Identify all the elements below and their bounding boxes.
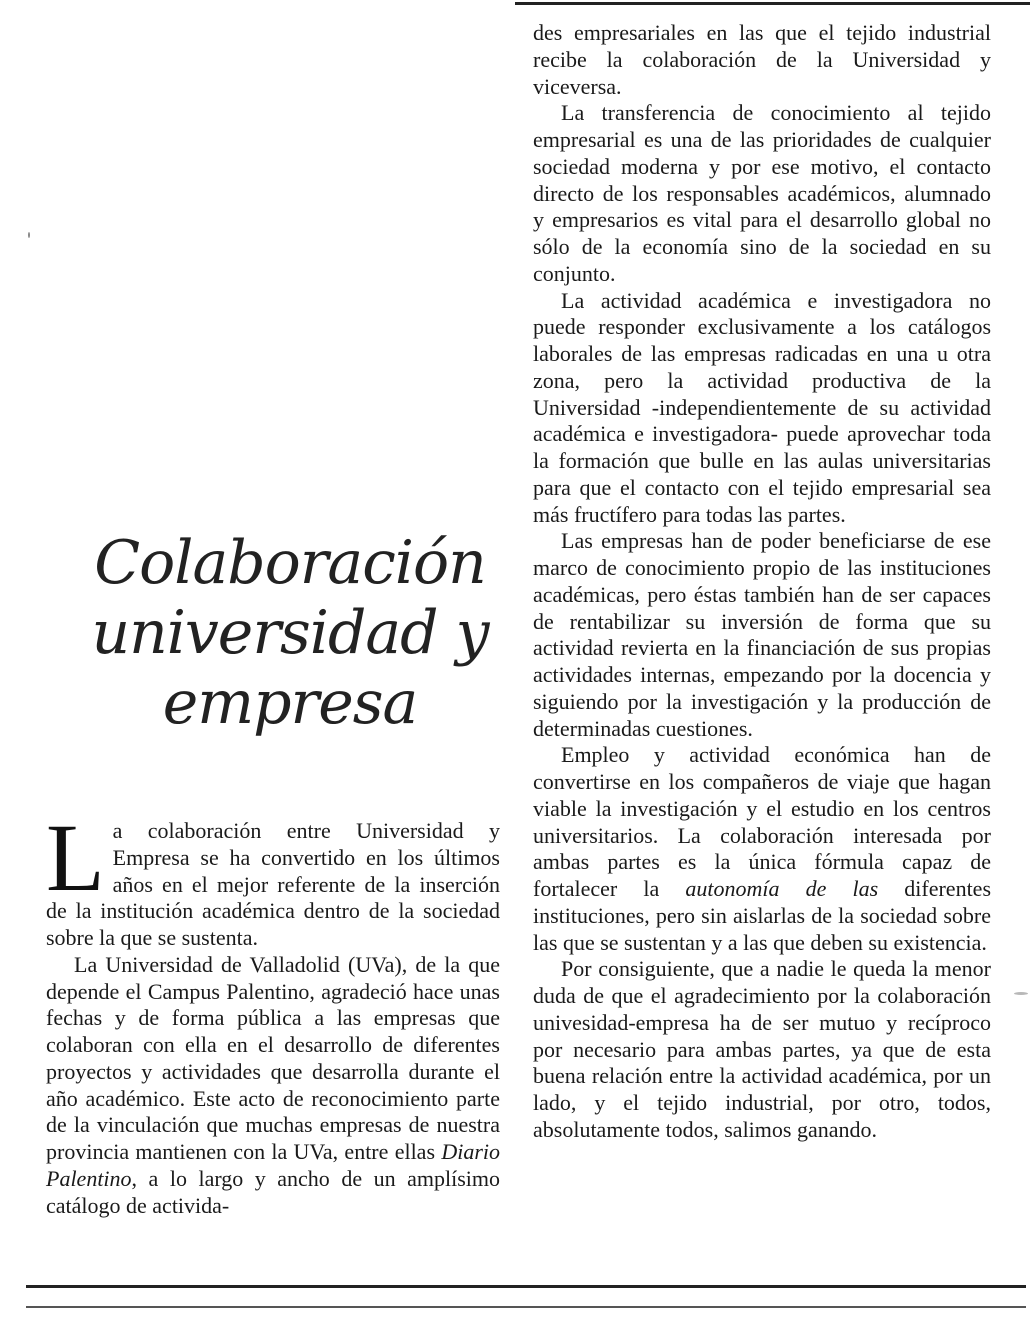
headline — [70, 528, 510, 738]
paragraph: des empresariales en las que el tejido industrial recibe la colaboración de la Universidad y viceversa. — [533, 20, 991, 99]
paragraph: Las empresas han de poder beneficiarse de ese marco de conocimiento propio de las instituciones académicas, pero éstas también han de ser capaces de rentabilizar su inversión de forma que su actividad revierta en la financiación de sus propias actividades internas, empezando por la docencia y siguiendo por la investigación y la producción de determinadas cuestiones. — [533, 528, 991, 741]
top-rule — [515, 2, 1030, 5]
scan-speck — [28, 232, 30, 238]
paragraph — [46, 952, 500, 1220]
drop-cap: L — [46, 804, 105, 911]
paragraph-text: diferentes instituciones, pero sin aislarlas de la sociedad sobre las que se sustentan y a las que deben su existencia. — [533, 876, 992, 955]
left-column — [46, 804, 500, 1219]
paragraph — [533, 742, 991, 956]
newspaper-name: Diario Palentino — [46, 1139, 500, 1191]
right-column — [533, 20, 991, 1144]
paragraph-text: Empleo y actividad económica han de convertirse en los compañeros de viaje que hagan viable la investigación y el estudio en los centros universitarios. La colaboración interesada por ambas partes es la única fórmula capaz de fortalecer la — [533, 742, 991, 901]
paragraph — [46, 804, 500, 952]
paragraph: La actividad académica e investigadora no puede responder exclusivamente a los catálogos laborales de las empresas radicadas en una u otra zona, pero la actividad productiva de la Universidad -independientemente de su actividad académica e investigadora- puede aprovechar toda la formación que bulle en las aulas universitarias para que el contacto con el tejido empresarial sea más fructífero para todas las partes. — [533, 287, 991, 527]
bottom-rule — [26, 1285, 1026, 1288]
paragraph-text: La Universidad de Valladolid (UVa), de la que depende el Campus Palentino, agradeció hace unas fechas y de forma pública a las empresas que colaboran con ella en el desarrollo de diferentes proyectos y actividades que desarrolla durante el año académico. Este acto de reconocimiento parte de la vinculación que muchas empresas de nuestra provincia mantienen con la UVa, entre ellas — [46, 951, 500, 1164]
paragraph: Por consiguiente, que a nadie le queda la menor duda de que el agradecimiento por la colaboración univesidad-empresa ha de ser mutuo y recíproco por necesario para ambas partes, ya que de esta buena relación entre la actividad académica, por un lado, y el tejido industrial, por otro, todos, absolutamente todos, salimos ganando. — [533, 956, 991, 1142]
headline-line-3: empresa — [162, 668, 418, 738]
paragraph-text: a colaboración entre Universidad y Empresa se ha convertido en los últimos años en el mejor referente de la inserción de la institución académica dentro de la sociedad sobre la que se sustenta. — [46, 818, 500, 950]
bottom-rule-secondary — [26, 1306, 1026, 1308]
headline-line-2: universidad y — [91, 598, 489, 668]
paragraph-text: , a lo largo y ancho de un amplísimo catálogo de activida- — [46, 1165, 500, 1218]
italic-phrase: autonomía de las — [685, 876, 879, 901]
paragraph: La transferencia de conocimiento al tejido empresarial es una de las prioridades de cualquier sociedad moderna y por ese motivo, el contacto directo de los responsables académicos, alumnado y empresarios es vital para el desarrollo global no sólo de la economía sino de la sociedad en su conjunto. — [533, 100, 991, 286]
headline-line-1: Colaboración — [94, 528, 486, 598]
scan-speck — [1014, 992, 1028, 995]
